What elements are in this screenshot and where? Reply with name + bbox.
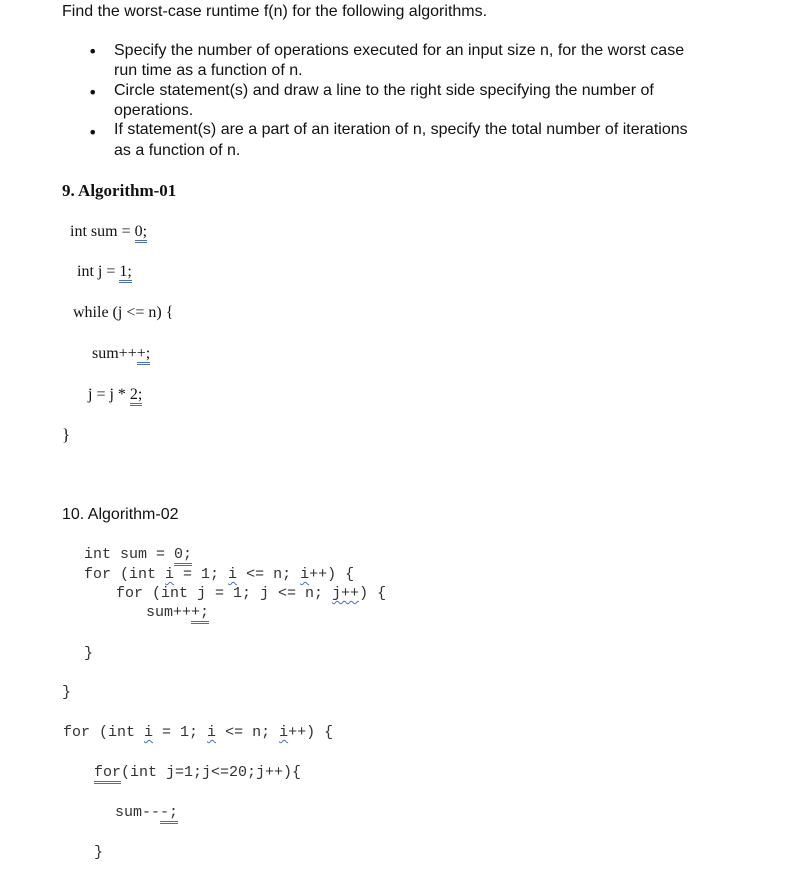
code-text: (int j=1;j<=20;j++){ <box>121 764 302 781</box>
bullet-marker: • <box>88 42 98 61</box>
code-text: int j = <box>77 263 120 280</box>
instructions-heading: Find the worst-case runtime f(n) for the following algorithms. <box>62 3 488 20</box>
algorithm-1-title: 9. Algorithm-01 <box>62 181 177 200</box>
bullet-marker: • <box>88 83 98 102</box>
code-text: <= n; <box>237 566 301 583</box>
code-line: } <box>94 844 104 861</box>
code-text: 1; <box>119 263 131 283</box>
code-text: i <box>165 566 175 583</box>
code-text: int sum = <box>70 223 135 240</box>
code-text: i <box>144 724 154 741</box>
code-line <box>94 764 301 781</box>
code-text: sum++ <box>146 604 192 621</box>
code-line <box>92 345 150 363</box>
code-text: <= n; <box>216 724 280 741</box>
bullet-1-line-2: run time as a function of n. <box>114 62 303 79</box>
code-text: i <box>228 566 238 583</box>
code-text: sum++ <box>92 345 137 362</box>
algorithm-2-title: 10. Algorithm-02 <box>62 506 179 523</box>
code-text: int sum = <box>84 546 175 563</box>
code-line <box>146 604 209 621</box>
code-text: j++ <box>332 585 360 602</box>
code-text: i <box>279 724 289 741</box>
code-text: 2; <box>130 386 142 406</box>
code-text: for (int j = 1; j <= n; <box>116 585 333 602</box>
code-text: j = j * <box>88 386 130 403</box>
code-line <box>88 386 142 404</box>
code-line <box>116 585 386 602</box>
code-text: +; <box>137 345 150 365</box>
code-text: = 1; <box>153 724 208 741</box>
code-line <box>115 804 178 821</box>
code-text: +; <box>191 604 209 624</box>
code-line: } <box>62 425 71 444</box>
code-text: = 1; <box>174 566 229 583</box>
code-text: for (int <box>63 724 145 741</box>
code-text: sum-- <box>115 804 161 821</box>
code-line: while (j <= n) { <box>73 304 174 321</box>
code-text: 0; <box>135 223 147 243</box>
code-text: for (int <box>84 566 166 583</box>
code-line <box>70 223 147 241</box>
code-text: i <box>207 724 217 741</box>
bullet-1-line-1: Specify the number of operations executed for an input size n, for the worst case <box>114 42 685 59</box>
code-text: ++) { <box>309 566 355 583</box>
code-text: ++) { <box>288 724 334 741</box>
code-line <box>84 566 354 583</box>
bullet-2-line-1: Circle statement(s) and draw a line to the right side specifying the number of <box>114 82 654 99</box>
code-line: } <box>62 684 72 701</box>
code-line <box>63 724 333 741</box>
code-line <box>77 263 132 281</box>
bullet-3-line-1: If statement(s) are a part of an iteration of n, specify the total number of iterations <box>114 121 688 138</box>
bullet-2-line-2: operations. <box>114 102 194 119</box>
bullet-marker: • <box>88 123 98 142</box>
code-text: 0; <box>174 546 192 566</box>
code-text: for <box>94 764 121 784</box>
code-line <box>84 546 192 563</box>
bullet-3-line-2: as a function of n. <box>114 142 241 159</box>
code-text: ) { <box>359 585 387 602</box>
code-line: } <box>84 645 94 662</box>
code-text: i <box>300 566 310 583</box>
code-text: -; <box>160 804 178 824</box>
